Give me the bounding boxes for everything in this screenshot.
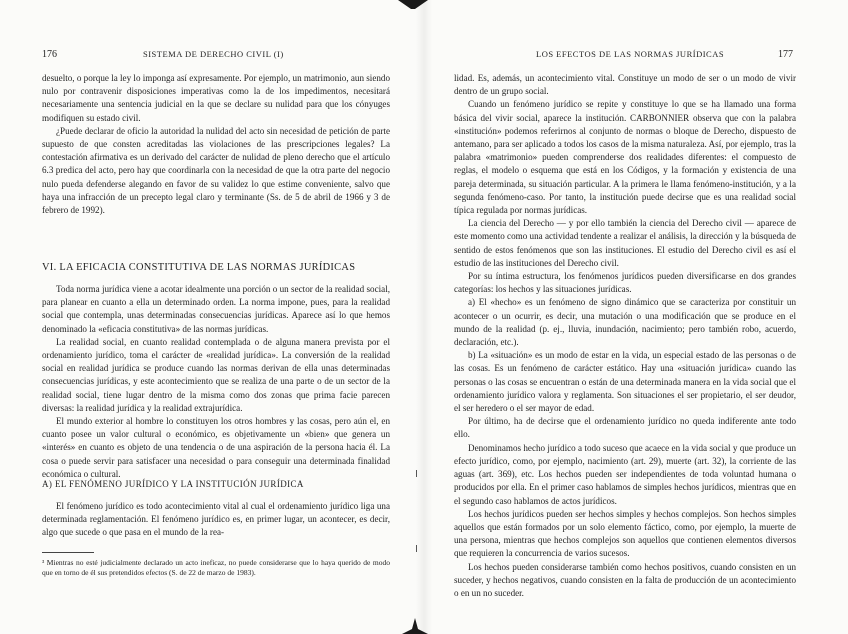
right-paragraph-5: a) El «hecho» es un fenómeno de signo dinámico que se caracteriza por constituir un acontecer o un ocurrir, es decir, una mutación o una modificación que se produce en el mundo de la realidad (p. ej., lluvia, inundación, nacimiento; pero también robo, acuerdo, declaración, etc.). [454,297,796,348]
right-paragraph-10: Los hechos pueden considerarse también como hechos positivos, cuando consisten en un suceder, y hechos negativos, cuando consisten en la falta de producción de un acontecimiento o en un no suceder. [454,561,796,598]
left-paragraph-2: ¿Puede declarar de oficio la autoridad la nulidad del acto sin necesidad de petición de parte supuesto de que consten acreditadas las violaciones de las prescripciones legales? La contestación afirmativa es un derivado del carácter de nulidad de pleno derecho que el artículo 6.3 predica del acto, pero hay que coordinarla con la necesidad de que la otra parte del negocio nulo pueda defenderse alegando en favor de su validez lo que estime conveniente, salvo que haya una infracción de un precepto legal claro y terminante (Ss. de 5 de abril de 1966 y 3 de febrero de 1992). [42,125,390,216]
footnote: ³ Mientras no esté judicialmente declarado un acto ineficaz, no puede considerarse que lo haya querido de modo que en torno de él sus pretendidos efectos (S. de 22 de marzo de 1983). [42,558,390,577]
left-text-block-mid [42,283,390,481]
left-paragraph-1: desuelto, o porque la ley lo imponga así expresamente. Por ejemplo, un matrimonio, aun siendo nulo por contravenir disposiciones imperativas como la de los impedimentos, necesitará necesariamente una sentencia judicial en la que se declare su nulidad para que los cónyuges modifiquen su estado civil. [42,73,391,123]
margin-mark-2 [416,545,417,552]
right-page [424,0,848,634]
right-paragraph-8: Denominamos hecho jurídico a todo suceso que acaece en la vida social y que produce un efecto jurídico, como, por ejemplo, nacimiento (art. 29), muerte (art. 32), la corriente de las aguas (art. 369), etc. Los hechos pueden ser independientes de toda voluntad humana o producidos por ella. En el primer caso hablamos de simples hechos jurídicos, mientras que en el segundo caso hablamos de actos jurídicos. [454,442,796,506]
right-paragraph-4: Por su íntima estructura, los fenómenos jurídicos pueden diversificarse en dos grandes categorías: los hechos y las situaciones jurídicas. [454,271,796,295]
left-paragraph-6: El fenómeno jurídico es todo acontecimiento vital al cual el ordenamiento jurídico liga una determinada reglamentación. El fenómeno jurídico es, en primer lugar, un acontecer, es decir, algo que sucede o que pasa en el mundo de la rea- [42,501,390,538]
left-paragraph-4: La realidad social, en cuanto realidad contemplada o de alguna manera prevista por el ordenamiento jurídico, toma el carácter de «realidad jurídica». La conversión de la realidad social en realidad jurídica se produce cuando las normas derivan de ella unas determinadas consecuencias jurídicas, y este acontecimiento que se realiza de una parte o de un sector de la realidad social, tiene lugar dentro de la misma como dos zonas que prima facie parecen diversas: la realidad jurídica y la realidad extrajurídica. [42,336,390,413]
left-page-number: 176 [42,49,57,60]
left-text-block-bottom [42,500,390,540]
margin-mark-1 [416,470,417,477]
subsection-heading: A) EL FENÓMENO JURÍDICO Y LA INSTITUCIÓN JURÍDICA [42,479,304,489]
right-paragraph-7: Por último, ha de decirse que el ordenamiento jurídico no queda indiferente ante todo ello. [454,416,796,440]
right-paragraph-1: lidad. Es, además, un acontecimiento vital. Constituye un modo de ser o un modo de vivir dentro de un grupo social. [454,73,796,97]
right-running-head: LOS EFECTOS DE LAS NORMAS JURÍDICAS [536,49,725,59]
footnote-rule [42,552,94,553]
right-paragraph-9: Los hechos jurídicos pueden ser hechos simples y hechos complejos. Son hechos simples aquellos que están formados por un solo elemento fáctico, como, por ejemplo, la muerte de una persona, mientras que hechos complejos son aquellos que contienen elementos diversos que requieren la concurrencia de varios sucesos. [454,508,796,559]
left-text-block-top [42,72,390,217]
left-running-head: SISTEMA DE DERECHO CIVIL (I) [143,49,284,59]
right-page-number: 177 [778,49,793,60]
right-paragraph-3: La ciencia del Derecho — y por ello también la ciencia del Derecho civil — aparece de este momento como una actividad tendente a realizar el análisis, la dirección y la búsqueda de sentido de estos fenómenos que son las instituciones. El estudio del Derecho civil es así el estudio de las instituciones del Derecho civil. [454,218,796,268]
right-paragraph-2: Cuando un fenómeno jurídico se repite y constituye lo que se ha llamado una forma básica del vivir social, aparece la institución. CARBONNIER observa que con la palabra «institución» podemos referirnos al conjunto de normas o bloque de Derecho, dispuesto de antemano, para ser aplicado a todos los casos de la misma naturaleza. Así, por ejemplo, tras la palabra «matrimonio» pueden comprenderse dos realidades diferentes: el compuesto de reglas, el modelo o esquema que está en los Códigos, y la formación y existencia de una pareja determinada, su situación particular. A la primera le llama fenómeno-institución, y a la segunda fenómeno-caso. Por tanto, la institución puede decirse que es una realidad social típica regulada por normas jurídicas. [454,99,796,216]
left-paragraph-3: Toda norma jurídica viene a acotar idealmente una porción o un sector de la realidad social, para planear en cuanto a ella un determinado orden. La norma impone, pues, para la realidad social que contempla, unas determinadas consecuencias jurídicas. Aparece así lo que hemos denominado la «eficacia constitutiva» de las normas jurídicas. [42,284,390,334]
section-heading: VI. LA EFICACIA CONSTITUTIVA DE LAS NORMAS JURÍDICAS [42,262,356,273]
left-paragraph-5: El mundo exterior al hombre lo constituyen los otros hombres y las cosas, pero aún el, en cuanto posee un valor cultural o económico, es objetivamente un «bien» que genera un «interés» en cuanto es objeto de una tendencia o de una aspiración de la persona hacia él. La cosa o puede servir para satisfacer una necesidad o para conseguir una determinada finalidad económica o cultural. [42,416,390,479]
right-text-block [454,72,796,600]
right-paragraph-6: b) La «situación» es un modo de estar en la vida, un especial estado de las personas o de las cosas. Es un fenómeno de carácter estático. Hay una «situación jurídica» cuando las personas o las cosas se encuentran o están de una determinada manera en la vida social que el ordenamiento jurídico valora y reglamenta. Son situaciones el ser propietario, el ser deudor, el ser heredero o el ser mayor de edad. [454,350,796,414]
